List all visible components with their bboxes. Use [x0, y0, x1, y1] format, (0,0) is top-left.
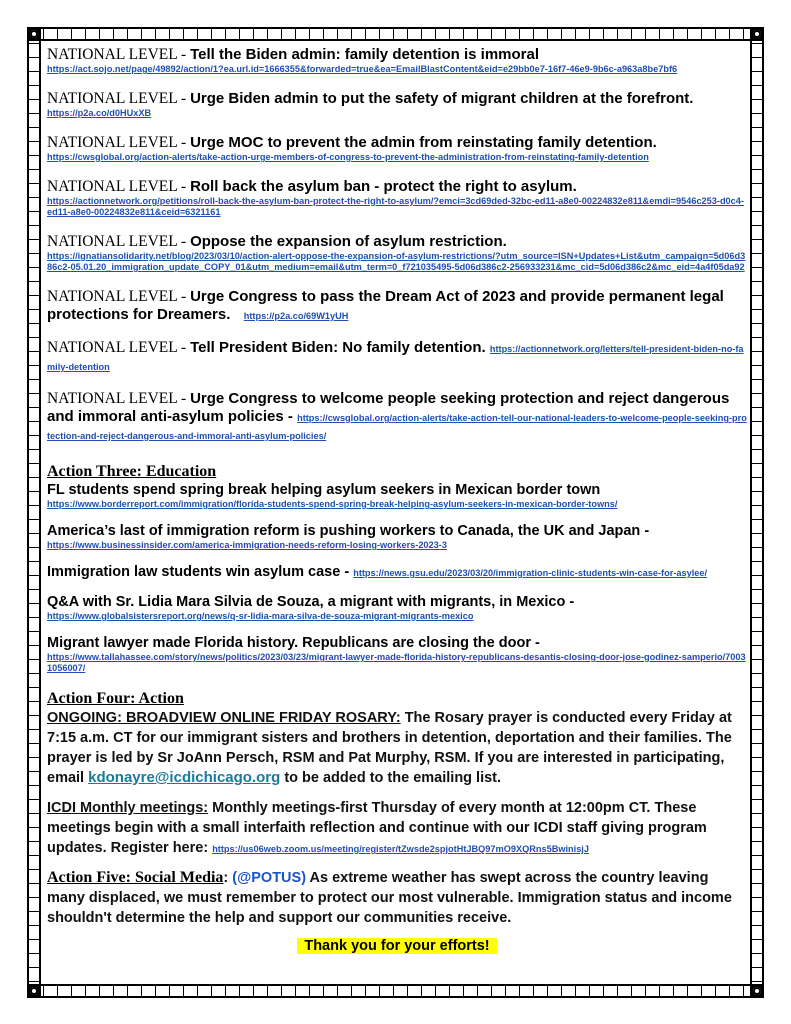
- zoom-register-link[interactable]: https://us06web.zoom.us/meeting/register/tZwsde2spjotHtJBQ97mO9XQRns5BwinisjJ: [212, 844, 589, 854]
- action-link[interactable]: https://actionnetwork.org/letters/tell-president-biden-no-family-detention: [47, 344, 744, 372]
- national-item: [47, 390, 747, 444]
- item-punct: -: [283, 408, 298, 425]
- corner-ornament: [750, 27, 764, 41]
- social-end: .: [507, 910, 512, 926]
- social-colon: :: [223, 870, 233, 886]
- article-item: [47, 563, 747, 581]
- icdi-paragraph: [47, 798, 747, 858]
- action-link[interactable]: https://actionnetwork.org/petitions/roll-back-the-asylum-ban-protect-the-right-to-asylum/?emci=3cd69ded-32bc-ed11-a8e0-00224832e811&emdi=9546c253-d0c4-ed11-a8e0-00224832e811&ceid=6321161: [47, 196, 744, 217]
- level-label: NATIONAL LEVEL -: [47, 178, 191, 195]
- rosary-text: The Rosary prayer is conducted every Friday at 7:15 a.m. CT for our immigrant sisters and brothers in detention, deportation and their families. The prayer is led by Sr JoAnn Persch, RSM and Pat Murphy, RSM. If you are interested in participating, email: [47, 710, 732, 786]
- border-left: [27, 27, 41, 998]
- section-heading-education: Action Three: Education: [47, 463, 217, 480]
- level-label: NATIONAL LEVEL -: [47, 288, 191, 305]
- article-sep: -: [640, 523, 650, 539]
- action-link[interactable]: https://ignatiansolidarity.net/blog/2023/03/10/action-alert-oppose-the-expansion-of-asylum-restrictions/?utm_source=ISN+Updates+List&utm_campaign=5d06d386c2-05.01.20_immigration_update_COPY_01&utm_medium=email&utm_term=0_f721035495-5d06d386c2-256933231&mc_cid=5d06d386c2&mc_eid=4a4f05da92: [47, 251, 746, 272]
- social-text: As extreme weather has swept across the country leaving many displaced, we must remember to protect our most vulnerable. Immigration status and income shouldn't determine the help and support our communities receive: [47, 870, 732, 926]
- corner-ornament: [750, 984, 764, 998]
- article-sep: -: [340, 564, 354, 580]
- article-item: [47, 481, 747, 510]
- border-bottom: [27, 984, 764, 998]
- article-link[interactable]: https://www.businessinsider.com/america-immigration-needs-reform-losing-workers-2023-3: [47, 540, 447, 550]
- icdi-text: Monthly meetings-first Thursday of every month at 12:00pm CT. These meetings begin with a small interfaith reflection and continue with our ICDI staff giving program updates. Register here:: [47, 800, 707, 856]
- item-title: Oppose the expansion of asylum restriction.: [190, 233, 507, 250]
- page-content: [47, 46, 747, 954]
- national-item: [47, 339, 747, 375]
- corner-ornament: [27, 984, 41, 998]
- rosary-tail: to be added to the emailing list.: [280, 770, 502, 786]
- article-headline: FL students spend spring break helping asylum seekers in Mexican border town: [47, 482, 601, 498]
- social-paragraph: [47, 868, 747, 928]
- item-title: Urge Congress to pass the Dream Act of 2023 and provide permanent legal protections for Dreamers.: [47, 288, 724, 323]
- thanks-banner: Thank you for your efforts!: [297, 938, 497, 954]
- action-link[interactable]: https://cwsglobal.org/action-alerts/take-action-tell-our-national-leaders-to-welcome-people-seeking-protection-and-reject-dangerous-and-immoral-anti-asylum-policies/: [47, 413, 747, 441]
- section-heading-social: Action Five: Social Media: [47, 869, 224, 886]
- article-link[interactable]: https://news.gsu.edu/2023/03/20/immigration-clinic-students-win-case-for-asylee/: [353, 568, 708, 578]
- item-title: Urge MOC to prevent the admin from reinstating family detention.: [190, 134, 657, 151]
- national-item: [47, 233, 747, 273]
- national-item: [47, 46, 747, 75]
- section-heading-action: Action Four: Action: [47, 690, 184, 707]
- item-title: Tell President Biden: No family detention: [190, 339, 482, 356]
- article-link[interactable]: https://www.borderreport.com/immigration/florida-students-spend-spring-break-helping-asylum-seekers-in-mexican-border-towns/: [47, 499, 618, 509]
- level-label: NATIONAL LEVEL -: [47, 46, 191, 63]
- level-label: NATIONAL LEVEL -: [47, 339, 191, 356]
- national-item: [47, 134, 747, 163]
- border-right: [750, 27, 764, 998]
- item-title: Roll back the asylum ban - protect the right to asylum.: [190, 178, 577, 195]
- potus-handle[interactable]: (@POTUS): [232, 870, 307, 886]
- rosary-label: ONGOING: BROADVIEW ONLINE FRIDAY ROSARY:: [47, 710, 401, 726]
- article-link[interactable]: https://www.tallahassee.com/story/news/politics/2023/03/23/migrant-lawyer-made-florida-history-republicans-desantis-closing-door-jose-godinez-samperio/70031056007/: [47, 652, 746, 673]
- article-sep: -: [565, 594, 575, 610]
- national-item: [47, 288, 747, 324]
- item-title: Urge Biden admin to put the safety of migrant children at the forefront.: [190, 90, 694, 107]
- level-label: NATIONAL LEVEL -: [47, 90, 191, 107]
- action-link[interactable]: https://cwsglobal.org/action-alerts/take-action-urge-members-of-congress-to-prevent-the-administration-from-reinstating-family-detention: [47, 152, 649, 162]
- article-item: [47, 593, 747, 622]
- action-link[interactable]: https://p2a.co/d0HUxXB: [47, 108, 152, 118]
- item-punct: .: [481, 339, 490, 356]
- national-item: [47, 178, 747, 218]
- article-headline: America’s last of immigration reform is pushing workers to Canada, the UK and Japan: [47, 523, 641, 539]
- border-top: [27, 27, 764, 41]
- icdi-label: ICDI Monthly meetings:: [47, 800, 209, 816]
- article-item: [47, 522, 747, 551]
- action-link[interactable]: https://p2a.co/69W1yUH: [243, 311, 349, 321]
- email-link[interactable]: kdonayre@icdichicago.org: [88, 769, 281, 786]
- article-headline: Migrant lawyer made Florida history. Republicans are closing the door: [47, 635, 531, 651]
- item-title: Tell the Biden admin: family detention is immoral: [190, 46, 540, 63]
- rosary-paragraph: [47, 708, 747, 788]
- article-sep: -: [530, 635, 540, 651]
- action-link[interactable]: https://act.sojo.net/page/49892/action/1?ea.url.id=1666355&forwarded=true&ea=EmailBlastContent&eid=e29bb0e7-16f7-46e9-9b6c-a963a8be7bf6: [47, 64, 678, 74]
- level-label: NATIONAL LEVEL -: [47, 390, 191, 407]
- item-title: Urge Congress to welcome people seeking protection and reject dangerous and immoral anti-asylum policies: [47, 390, 730, 425]
- article-item: [47, 634, 747, 674]
- corner-ornament: [27, 27, 41, 41]
- article-headline: Immigration law students win asylum case: [47, 564, 341, 580]
- article-headline: Q&A with Sr. Lidia Mara Silvia de Souza, a migrant with migrants, in Mexico: [47, 594, 566, 610]
- level-label: NATIONAL LEVEL -: [47, 134, 191, 151]
- article-link[interactable]: https://www.globalsistersreport.org/news/q-sr-lidia-mara-silva-de-souza-migrant-migrants-mexico: [47, 611, 474, 621]
- national-item: [47, 90, 747, 119]
- level-label: NATIONAL LEVEL -: [47, 233, 191, 250]
